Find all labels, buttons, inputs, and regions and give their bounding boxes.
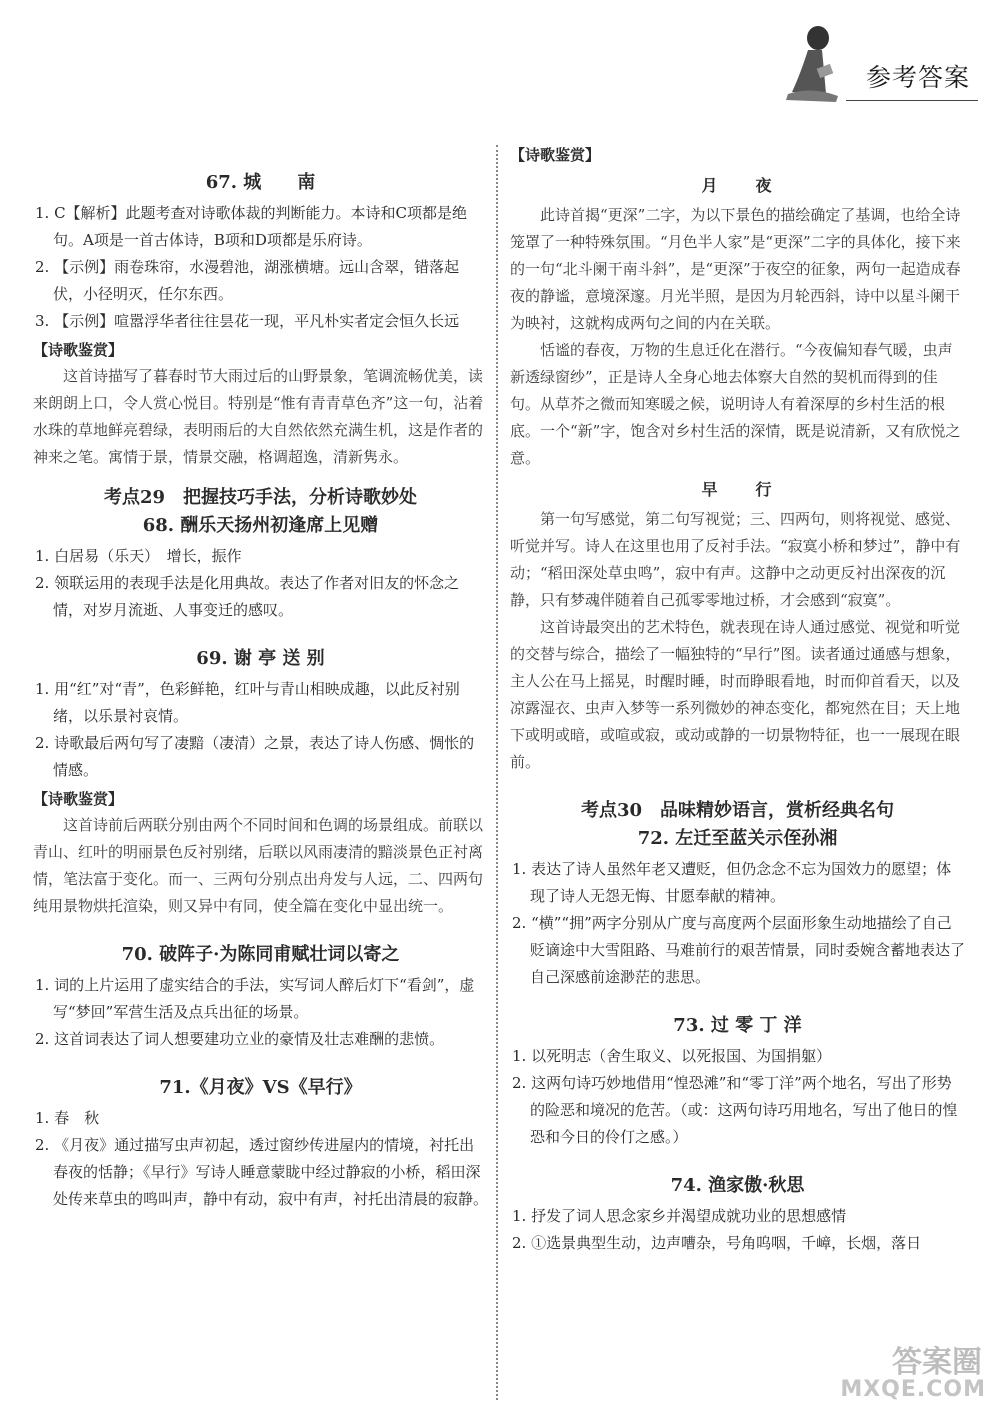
poem-title-yueye: 月 夜 [701, 176, 774, 195]
section-title-72: 72. 左迁至蓝关示侄孙湘 [637, 828, 838, 849]
answer-item: 1. 春 秋 [35, 1109, 100, 1127]
kaodian-30-heading: 考点30 品味精妙语言，赏析经典名句 [580, 800, 895, 821]
appreciation-text: 第一句写感觉，第二句写视觉；三、四两句，则将视觉、感觉、听觉并写。诗人在这里也用了反衬手法。“寂寞小桥和梦过”，静中有动；“稻田深处草虫鸣”，寂中有声。这静中之动更反衬出深夜的沉静，只有梦魂伴随着自己孤零零地过桥，才会感到“寂寞”。 [510, 510, 961, 609]
appreciation-text: 恬谧的春夜，万物的生息迁化在潜行。“今夜偏知春气暖，虫声新透绿窗纱”，正是诗人全身心地去体察大自然的契机而得到的佳句。从草芥之微而知寒暖之候，说明诗人有着深厚的乡村生活的根底。一个“新”字，饱含对乡村生活的深情，既是说清新，又有欣悦之意。 [510, 341, 961, 467]
section-title-74: 74. 渔家傲·秋思 [670, 1175, 805, 1196]
section-title-69: 69. 谢 亭 送 别 [196, 648, 325, 669]
appreciation-text: 这首诗前后两联分别由两个不同时间和色调的场景组成。前联以青山、红叶的明丽景色反衬别绪，后联以风雨凄清的黯淡景色正衬离情，笔法富于变化。而一、三两句分别点出舟发与人远，二、四两句纯用景物烘托渲染，则又异中有同，使全篇在变化中显出统一。 [33, 816, 484, 915]
left-column [33, 140, 488, 1213]
answer-item: 2. 这首词表达了词人想要建功立业的豪情及壮志难酬的悲愤。 [35, 1030, 445, 1048]
answer-item: 2. 领联运用的表现手法是化用典故。表达了作者对旧友的怀念之情，对岁月流逝、人事变迁的感叹。 [35, 574, 460, 619]
appreciation-heading: 【诗歌鉴赏】 [510, 146, 601, 164]
answer-item: 2. “横”“拥”两字分别从广度与高度两个层面形象生动地描绘了自己贬谪途中大雪阻路、马难前行的艰苦情景，同时委婉含蓄地表达了自己深感前途渺茫的悲思。 [512, 914, 966, 986]
reading-girl-illustration [778, 20, 848, 110]
poem-title-zaoxing: 早 行 [701, 480, 774, 499]
answer-item: 1. 抒发了词人思念家乡并渴望成就功业的思想感情 [512, 1207, 847, 1225]
page-header [778, 20, 978, 110]
answer-item: 1. 白居易（乐天） 增长，振作 [35, 547, 242, 565]
watermark-logo [820, 1337, 990, 1407]
watermark-text: 答案圈 [892, 1345, 982, 1380]
column-divider [496, 145, 498, 1400]
right-column [510, 140, 965, 1257]
section-title-73: 73. 过 零 丁 洋 [673, 1015, 802, 1036]
section-title-67: 67. 城 南 [205, 172, 316, 193]
answer-item: 1. 词的上片运用了虚实结合的手法，实写词人醉后灯下“看剑”，虚写“梦回”军营生活及点兵出征的场景。 [35, 976, 475, 1021]
answer-item: 2. 诗歌最后两句写了凄黯（凄清）之景，表达了诗人伤感、惆怅的情感。 [35, 734, 475, 779]
appreciation-text: 这首诗最突出的艺术特色，就表现在诗人通过感觉、视觉和听觉的交替与综合，描绘了一幅独特的“早行”图。读者通过通感与想象，主人公在马上摇晃，时醒时睡，时而睁眼看地，时而仰首看天，以及凉露湿衣、虫声入梦等一系列微妙的神态变化，都宛然在目；天上地下或明或暗，或喧或寂，或动或静的一切景物特征，也一一展现在眼前。 [510, 618, 961, 771]
appreciation-text: 这首诗描写了暮春时节大雨过后的山野景象，笔调流畅优美，读来朗朗上口，令人赏心悦目。特别是“惟有青青草色齐”这一句，沾着水珠的草地鲜亮碧绿，表明雨后的大自然依然充满生机，这是作者的神来之笔。寓情于景，情景交融，格调超逸，清新隽永。 [33, 367, 484, 466]
section-title-71: 71.《月夜》VS《早行》 [159, 1077, 362, 1098]
answer-item: 2. 【示例】雨卷珠帘，水漫碧池，湖涨横塘。远山含翠，错落起伏，小径明灭，任尔东西。 [35, 258, 460, 303]
answer-item: 2. 这两句诗巧妙地借用“惶恐滩”和“零丁洋”两个地名，写出了形势的险恶和境况的危苦。（或：这两句诗巧用地名，写出了他日的惶恐和今日的伶仃之感。） [512, 1074, 958, 1146]
answer-item: 1. 以死明志（舍生取义、以死报国、为国捐躯） [512, 1047, 832, 1065]
appreciation-heading: 【诗歌鉴赏】 [33, 341, 124, 359]
answer-item: 3. 【示例】喧嚣浮华者往往昙花一现，平凡朴实者定会恒久长远 [35, 312, 460, 330]
header-title: 参考答案 [865, 63, 970, 92]
answer-item: 1. C【解析】此题考查对诗歌体裁的判断能力。本诗和C项都是绝句。A项是一首古体诗，B项和D项都是乐府诗。 [35, 204, 468, 249]
answer-item: 2. 《月夜》通过描写虫声初起，透过窗纱传进屋内的情境，衬托出春夜的恬静；《早行》写诗人睡意蒙眬中经过静寂的小桥，稻田深处传来草虫的鸣叫声，静中有动，寂中有声，衬托出清晨的寂静。 [35, 1136, 489, 1208]
answer-item: 1. 表达了诗人虽然年老又遭贬，但仍念念不忘为国效力的愿望；体现了诗人无怨无悔、甘愿奉献的精神。 [512, 860, 952, 905]
appreciation-heading: 【诗歌鉴赏】 [33, 790, 124, 808]
header-rule [846, 100, 978, 101]
section-title-68: 68. 酬乐天扬州初逢席上见赠 [142, 515, 379, 536]
section-title-70: 70. 破阵子·为陈同甫赋壮词以寄之 [121, 944, 400, 965]
appreciation-text: 此诗首揭“更深”二字，为以下景色的描绘确定了基调，也给全诗笼罩了一种特殊氛围。“月色半人家”是“更深”二字的具体化，接下来的一句“北斗阑干南斗斜”，是“更深”于夜空的征象，两句一起造成春夜的静谧，意境深邃。月光半照，是因为月轮西斜，诗中以星斗阑干为映衬，这就构成两句之间的内在关联。 [510, 206, 961, 332]
watermark-url: MXQE.COM [840, 1377, 986, 1402]
answer-item: 2. ①选景典型生动，边声嘈杂，号角呜咽，千嶂，长烟，落日 [512, 1234, 922, 1252]
kaodian-29-heading: 考点29 把握技巧手法，分析诗歌妙处 [103, 487, 418, 508]
answer-item: 1. 用“红”对“青”，色彩鲜艳，红叶与青山相映成趣，以此反衬别绪，以乐景衬哀情。 [35, 680, 460, 725]
